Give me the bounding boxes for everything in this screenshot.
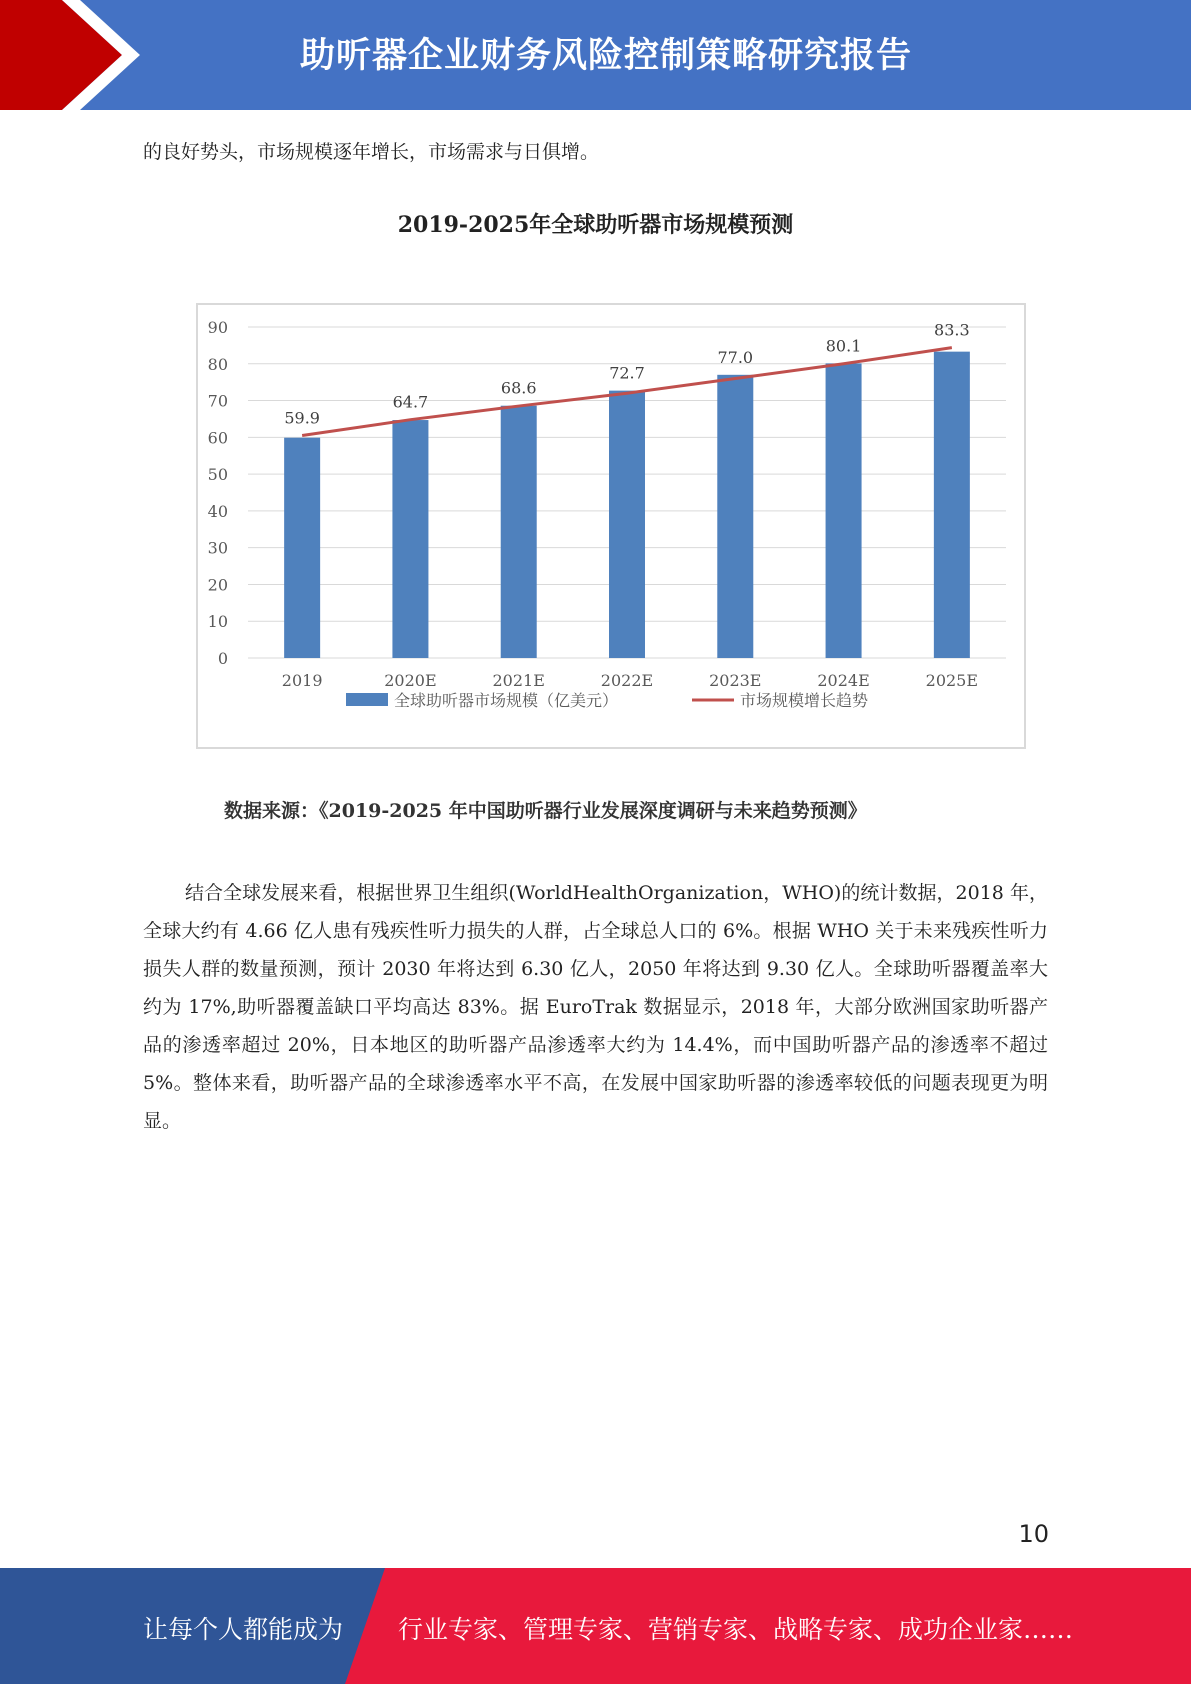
data-label: 72.7 <box>609 363 645 383</box>
y-tick-label: 80 <box>207 354 228 374</box>
lead-text: 的良好势头，市场规模逐年增长，市场需求与日俱增。 <box>143 141 600 163</box>
footer-slogan-left: 让每个人都能成为 <box>143 1615 344 1644</box>
x-tick-label: 2022E <box>600 671 654 690</box>
bar <box>717 375 753 658</box>
y-tick-label: 10 <box>207 612 228 632</box>
x-tick-label: 2019 <box>281 671 323 690</box>
chart-frame <box>196 303 1026 749</box>
legend-label-line: 市场规模增长趋势 <box>740 691 869 710</box>
data-label: 68.6 <box>500 378 537 398</box>
bar <box>826 363 862 658</box>
y-tick-label: 60 <box>207 428 228 448</box>
bar <box>934 352 970 658</box>
data-label: 80.1 <box>825 336 862 356</box>
y-tick-label: 20 <box>207 575 228 595</box>
header-arrow-decoration <box>0 0 150 110</box>
y-tick-label: 50 <box>207 465 228 485</box>
x-tick-label: 2020E <box>384 671 437 690</box>
page-footer <box>0 1568 1191 1684</box>
data-label: 59.9 <box>284 408 320 428</box>
body-paragraph: 结合全球发展来看，根据世界卫生组织(WorldHealthOrganization，WHO)的统计数据，2018 年，全球大约有 4.66 亿人患有残疾性听力损失的人群，占全球总人口的 6%。根据 WHO 关于未来残疾性听力损失人群的数量预测，预计 2030 年将达到 6.30 亿人，2050 年将达到 9.30 亿人。全球助听器覆盖率大约为 17%,助听器覆盖缺口平均高达 83%。据 EuroTrak 数据显示，2018 年，大部分欧洲国家助听器产品的渗透率超过 20%，日本地区的助听器产品渗透率大约为 14.4%，而中国助听器产品的渗透率不超过 5%。整体来看，助听器产品的全球渗透率水平不高，在发展中国家助听器的渗透率较低的问题表现更为明显。 <box>143 882 1048 1132</box>
y-tick-label: 90 <box>207 318 228 337</box>
legend-swatch-bar <box>346 693 388 706</box>
legend-label-bar: 全球助听器市场规模（亿美元） <box>394 691 619 710</box>
x-tick-label: 2023E <box>709 671 762 690</box>
bar-line-chart <box>198 305 1024 747</box>
data-source: 数据来源：《2019-2025 年中国助听器行业发展深度调研与未来趋势预测》 <box>224 800 867 822</box>
y-tick-label: 40 <box>207 501 228 521</box>
bar <box>609 391 645 658</box>
report-title: 助听器企业财务风险控制策略研究报告 <box>300 36 913 76</box>
page-header <box>0 0 1191 110</box>
y-tick-label: 0 <box>217 649 228 668</box>
x-tick-label: 2024E <box>817 671 870 690</box>
x-tick-label: 2021E <box>492 671 545 690</box>
y-tick-label: 30 <box>207 538 228 558</box>
bar <box>284 438 320 658</box>
data-label: 64.7 <box>392 392 429 412</box>
page-number: 10 <box>1018 1520 1049 1548</box>
footer-slogan-right: 行业专家、管理专家、营销专家、战略专家、成功企业家…… <box>398 1615 1074 1644</box>
data-label: 77.0 <box>717 347 754 367</box>
data-label: 83.3 <box>934 320 970 340</box>
bar <box>392 420 428 658</box>
bar <box>501 406 537 658</box>
y-tick-label: 70 <box>207 391 228 411</box>
chart-title: 2019-2025年全球助听器市场规模预测 <box>397 212 794 238</box>
x-tick-label: 2025E <box>925 671 979 690</box>
